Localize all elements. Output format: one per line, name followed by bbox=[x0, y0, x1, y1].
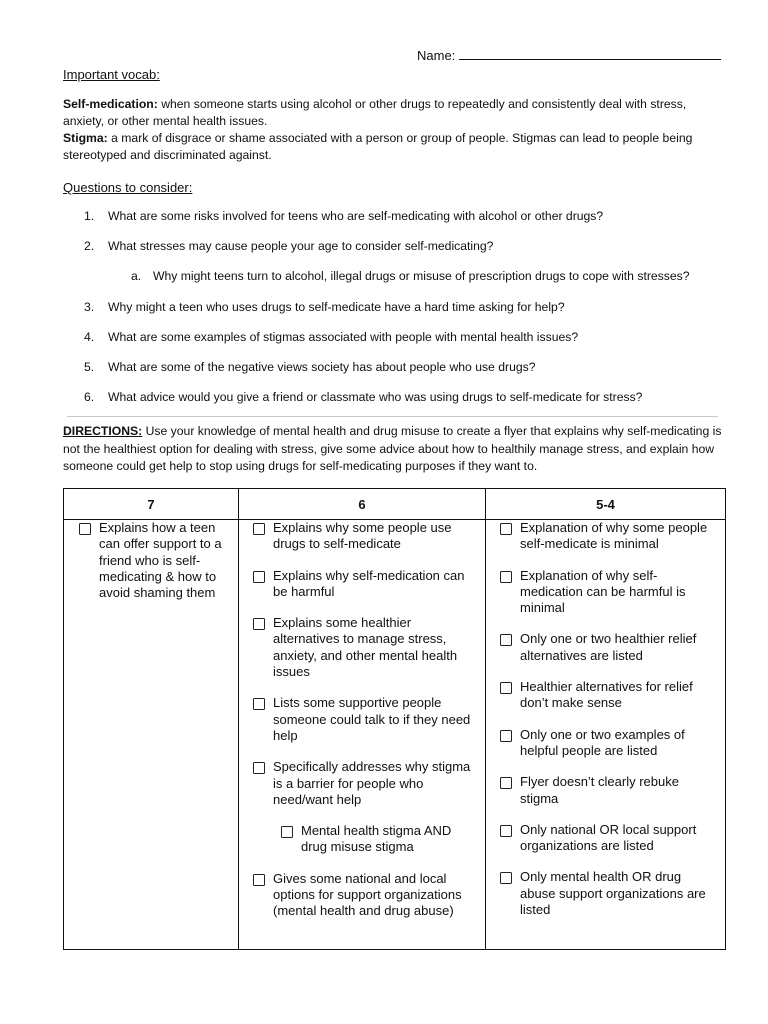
directions bbox=[63, 423, 728, 476]
question-number: 6. bbox=[84, 390, 95, 404]
question-3 bbox=[84, 299, 565, 316]
checkbox[interactable] bbox=[500, 634, 512, 646]
rubric-item-text: Lists some supportive people someone could talk to if they need help bbox=[273, 695, 471, 743]
rubric-item-text: Explains why self-medication can be harmful bbox=[273, 567, 465, 599]
self-medication-def: when someone starts using alcohol or other drugs to repeatedly and consistently deal with stress, anxiety, or other mental health issues. bbox=[63, 97, 687, 128]
checkbox[interactable] bbox=[500, 872, 512, 884]
vocab-stigma bbox=[63, 130, 723, 164]
divider bbox=[67, 416, 718, 417]
rubric-body-row bbox=[64, 520, 726, 950]
question-2a bbox=[131, 268, 690, 285]
rubric-item-text: Mental health stigma AND drug misuse stigma bbox=[301, 823, 452, 855]
rubric-item bbox=[253, 871, 479, 920]
checkbox[interactable] bbox=[253, 523, 265, 535]
questions-heading: Questions to consider: bbox=[63, 180, 193, 195]
stigma-def: a mark of disgrace or shame associated with a person or group of people. Stigmas can lead to people being stereotyped and discriminated against. bbox=[63, 131, 693, 162]
question-number: 3. bbox=[84, 300, 95, 314]
rubric-item-text: Explanation of why self-medication can be harmful is minimal bbox=[520, 567, 686, 616]
checkbox[interactable] bbox=[79, 523, 91, 535]
checkbox[interactable] bbox=[500, 730, 512, 742]
rubric-item bbox=[500, 679, 719, 712]
rubric-item bbox=[253, 695, 479, 744]
rubric-item bbox=[500, 520, 719, 553]
rubric-item-text: Explains why some people use drugs to self-medicate bbox=[273, 520, 452, 552]
question-2 bbox=[84, 238, 493, 255]
rubric-item bbox=[253, 615, 479, 680]
name-label: Name: bbox=[417, 48, 456, 63]
question-text: What are some of the negative views society has about people who use drugs? bbox=[108, 360, 536, 374]
rubric-item-text: Explains how a teen can offer support to a friend who is self-medicating & how to avoid shaming them bbox=[99, 520, 222, 601]
checkbox[interactable] bbox=[500, 682, 512, 694]
checkbox[interactable] bbox=[253, 571, 265, 583]
question-text: What are some examples of stigmas associated with people with mental health issues? bbox=[108, 330, 579, 344]
rubric-item-text: Only national OR local support organizations are listed bbox=[520, 821, 697, 854]
question-number: 5. bbox=[84, 360, 95, 374]
rubric-item-text: Gives some national and local options for support organizations (mental health and drug abuse) bbox=[273, 870, 462, 919]
name-field[interactable] bbox=[459, 46, 721, 60]
rubric-item bbox=[253, 520, 479, 553]
rubric-item bbox=[253, 759, 479, 808]
directions-label: DIRECTIONS: bbox=[63, 424, 143, 438]
checkbox[interactable] bbox=[500, 825, 512, 837]
question-number: 2. bbox=[84, 239, 95, 253]
rubric-item-text: Only mental health OR drug abuse support organizations are listed bbox=[520, 869, 706, 918]
question-number: 1. bbox=[84, 209, 95, 223]
question-text: What are some risks involved for teens who are self-medicating with alcohol or other drugs? bbox=[108, 209, 604, 223]
question-4 bbox=[84, 329, 578, 346]
rubric-item bbox=[79, 520, 234, 601]
directions-text: Use your knowledge of mental health and drug misuse to create a flyer that explains why self-medicating is not the healthiest option for dealing with stress, give some advice about how to healthily manage stress, and explain how someone could get help to stop using drugs for self-medicating purposes if they want to. bbox=[63, 424, 722, 473]
checkbox[interactable] bbox=[253, 618, 265, 630]
name-line bbox=[417, 46, 721, 64]
rubric-item-text: Healthier alternatives for relief don’t make sense bbox=[520, 679, 693, 711]
checkbox[interactable] bbox=[500, 571, 512, 583]
checkbox[interactable] bbox=[253, 874, 265, 886]
rubric-item-text: Specifically addresses why stigma is a barrier for people who need/want help bbox=[273, 759, 471, 807]
rubric-item-text: Only one or two examples of helpful people are listed bbox=[520, 726, 685, 758]
rubric-header-6: 6 bbox=[239, 489, 486, 520]
rubric-col-5-4 bbox=[486, 520, 726, 950]
rubric-item bbox=[500, 822, 719, 855]
rubric-item-text: Flyer doesn’t clearly rebuke stigma bbox=[520, 774, 679, 806]
checkbox[interactable] bbox=[253, 698, 265, 710]
rubric-table bbox=[63, 488, 726, 950]
question-text: Why might a teen who uses drugs to self-medicate have a hard time asking for help? bbox=[108, 300, 565, 314]
checkbox[interactable] bbox=[500, 523, 512, 535]
question-number: 4. bbox=[84, 330, 95, 344]
rubric-item bbox=[500, 568, 719, 617]
rubric-col-6 bbox=[239, 520, 486, 950]
rubric-header-row bbox=[64, 489, 726, 520]
vocab-self-medication bbox=[63, 96, 723, 130]
rubric-subitem bbox=[253, 823, 479, 856]
question-text: Why might teens turn to alcohol, illegal drugs or misuse of prescription drugs to cope with stresses? bbox=[153, 269, 690, 283]
rubric-item-text: Explanation of why some people self-medicate is minimal bbox=[520, 520, 708, 552]
question-6 bbox=[84, 389, 642, 406]
checkbox[interactable] bbox=[500, 777, 512, 789]
question-1 bbox=[84, 208, 603, 225]
checkbox[interactable] bbox=[253, 762, 265, 774]
rubric-header-5-4: 5-4 bbox=[486, 489, 726, 520]
rubric-item-text: Only one or two healthier relief alternatives are listed bbox=[520, 631, 697, 663]
self-medication-term: Self-medication: bbox=[63, 97, 158, 111]
rubric-item-text: Explains some healthier alternatives to manage stress, anxiety, and other mental health issues bbox=[273, 615, 458, 680]
rubric-item bbox=[500, 774, 719, 807]
rubric-item bbox=[500, 727, 719, 760]
checkbox[interactable] bbox=[281, 826, 293, 838]
stigma-term: Stigma: bbox=[63, 131, 108, 145]
rubric-item bbox=[253, 568, 479, 601]
question-5 bbox=[84, 359, 536, 376]
question-text: What advice would you give a friend or classmate who was using drugs to self-medicate for stress? bbox=[108, 390, 643, 404]
rubric-header-7: 7 bbox=[64, 489, 239, 520]
rubric-item bbox=[500, 631, 719, 664]
question-text: What stresses may cause people your age to consider self-medicating? bbox=[108, 239, 494, 253]
rubric-item bbox=[500, 869, 719, 918]
question-number: a. bbox=[131, 269, 142, 283]
vocab-heading: Important vocab: bbox=[63, 67, 160, 82]
rubric-col-7 bbox=[64, 520, 239, 950]
